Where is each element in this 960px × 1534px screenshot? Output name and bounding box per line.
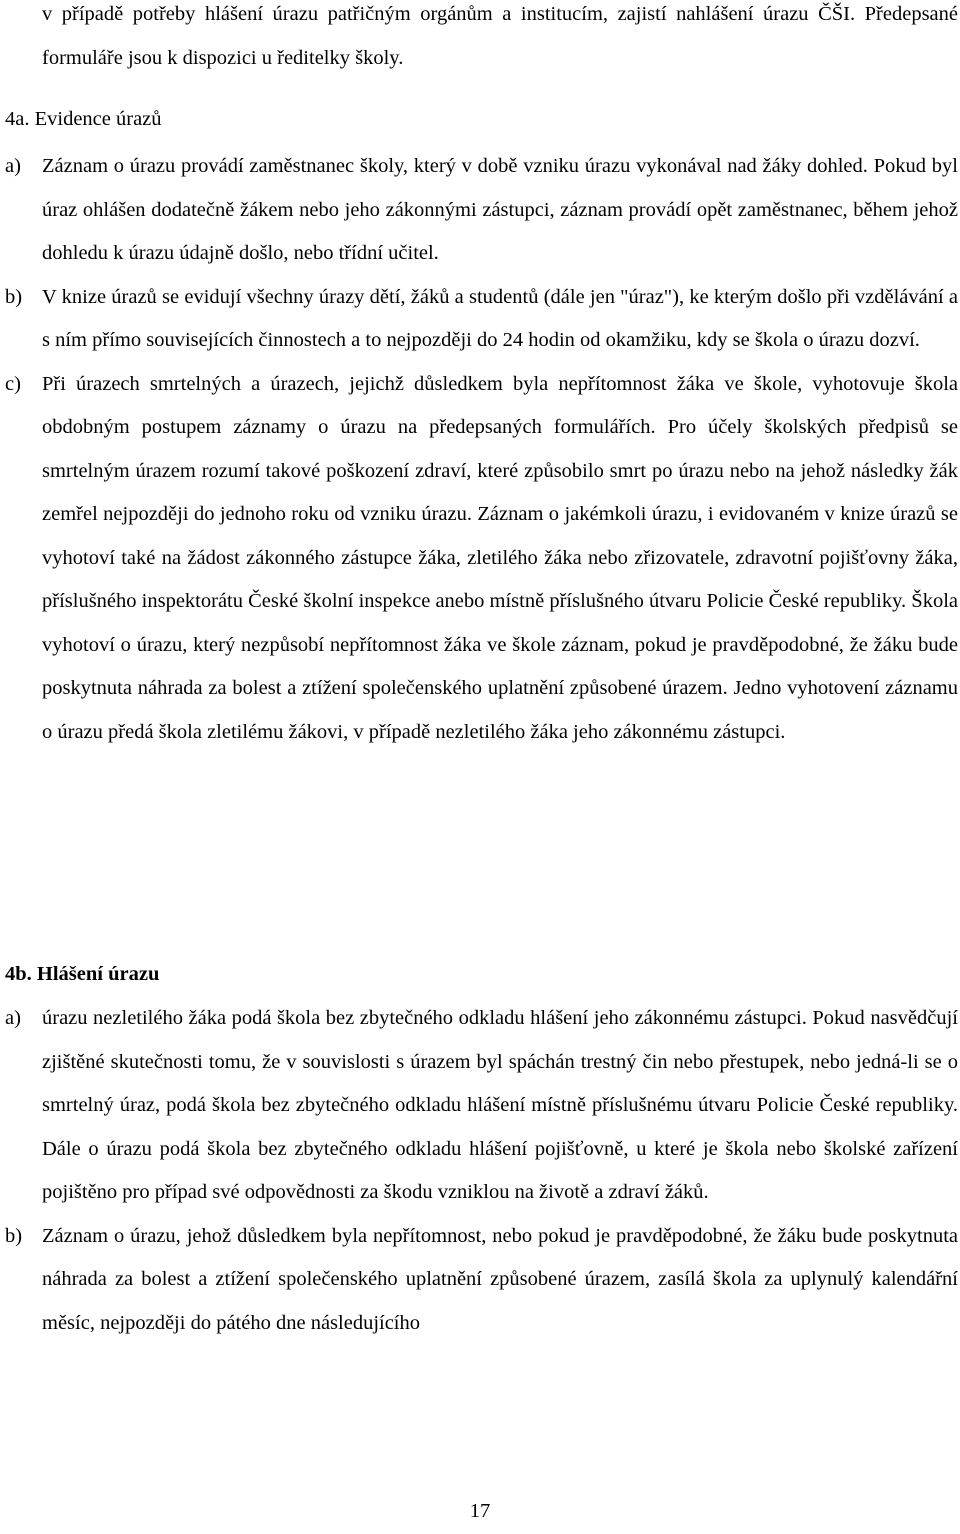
list-marker: a)	[5, 155, 21, 177]
section-4b-heading	[0, 953, 960, 997]
list-item-text: Záznam o úrazu provádí zaměstnanec školy, který v době vzniku úrazu vykonával nad žáky dohled. Pokud byl úraz ohlášen dodatečně žákem nebo jeho zákonnými zástupci, záznam provádí opět zaměstnanec, během jehož dohledu k úrazu údajně došlo, nebo třídní učitel.	[42, 155, 958, 264]
list-marker: c)	[5, 372, 21, 395]
section-4a-number: 4a.	[5, 108, 30, 130]
section-4b-number: 4b.	[5, 963, 32, 985]
section-4a-list	[0, 145, 958, 754]
list-marker: a)	[5, 1007, 21, 1029]
list-item-text: V knize úrazů se evidují všechny úrazy dětí, žáků a studentů (dále jen "úraz"), ke kterým došlo při vzdělávání a s ním přímo souvisejících činnostech a to nejpozději do 24 hodin od okamžiku, kdy se škola o úrazu dozví.	[42, 285, 958, 351]
intro-text: v případě potřeby hlášení úrazu patřičným orgánům a institucím, zajistí nahlášení úrazu ČŠI. Předepsané formuláře jsou k dispozici u ředitelky školy.	[42, 3, 958, 69]
section-4a-heading	[0, 98, 960, 142]
intro-paragraph	[0, 0, 958, 80]
list-item	[0, 997, 958, 1215]
section-4a-title: Evidence úrazů	[34, 108, 162, 130]
list-item	[0, 145, 958, 276]
section-4b-list	[0, 997, 958, 1345]
list-item-text: Při úrazech smrtelných a úrazech, jejichž důsledkem byla nepřítomnost žáka ve škole, vyhotovuje škola obdobným postupem záznamy o úrazu na předepsaných formulářích. Pro účely školských předpisů se smrtelným úrazem rozumí takové poškození zdraví, které způsobilo smrt po úrazu nebo na jehož následky žák zemřel nejpozději do jednoho roku od vzniku úrazu. Záznam o jakémkoli úrazu, i evidovaném v knize úrazů se vyhotoví také na žádost zákonného zástupce žáka, zletilého žáka nebo zřizovatele, zdravotní pojišťovny žáka, příslušného inspektorátu České školní inspekce anebo místně příslušného útvaru Policie České republiky. Škola vyhotoví o úrazu, který nezpůsobí nepřítomnost žáka ve škole záznam, pokud je pravděpodobné, že žáku bude poskytnuta náhrada za bolest a ztížení společenského uplatnění způsobené úrazem. Jedno vyhotovení záznamu o úrazu předá škola zletilému žákovi, v případě nezletilého žáka jeho zákonnému zástupci.	[42, 372, 958, 743]
list-item	[0, 363, 958, 755]
list-marker: b)	[5, 1224, 23, 1247]
section-4b-title: Hlášení úrazu	[36, 963, 160, 985]
list-item-text: úrazu nezletilého žáka podá škola bez zbytečného odkladu hlášení jeho zákonnému zástupci. Pokud nasvědčují zjištěné skutečnosti tomu, že v souvislosti s úrazem byl spáchán trestný čin nebo přestupek, nebo jedná-li se o smrtelný úraz, podá škola bez zbytečného odkladu hlášení místně příslušnému útvaru Policie České republiky. Dále o úrazu podá škola bez zbytečného odkladu hlášení pojišťovně, u které je škola nebo školské zařízení pojištěno pro případ své odpovědnosti za škodu vzniklou na životě a zdraví žáků.	[42, 1007, 958, 1203]
list-item-text: Záznam o úrazu, jehož důsledkem byla nepřítomnost, nebo pokud je pravděpodobné, že žáku bude poskytnuta náhrada za bolest a ztížení společenského uplatnění způsobené úrazem, zasílá škola za uplynulý kalendářní měsíc, nejpozději do pátého dne následujícího	[42, 1224, 958, 1334]
list-marker: b)	[5, 285, 23, 308]
list-item	[0, 1215, 958, 1346]
page-number: 17	[469, 1500, 491, 1522]
list-item	[0, 276, 958, 363]
